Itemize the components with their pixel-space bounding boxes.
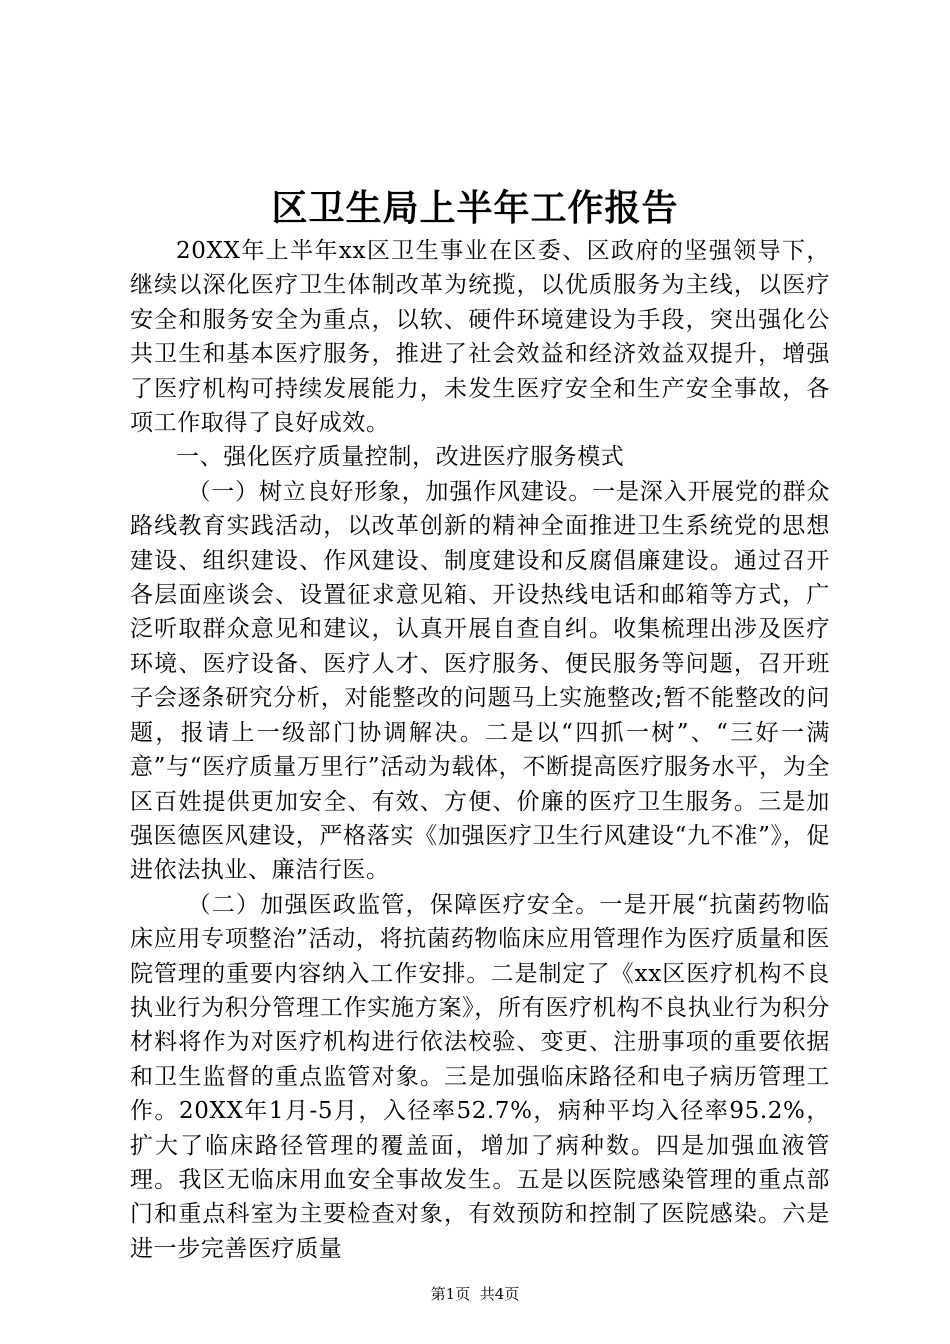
section-heading-1: 一、强化医疗质量控制，改进医疗服务模式 — [176, 444, 625, 471]
document-body — [130, 234, 830, 1266]
subsection-paragraph-2: （二）加强医政监管，保障医疗安全。一是开展“抗菌药物临床应用专项整治”活动，将抗菌药物临床应用管理作为医疗质量和医院管理的重要内容纳入工作安排。二是制定了《xx区医疗机构不良执业行为积分管理工作实施方案》，所有医疗机构不良执业行为积分材料将作为对医疗机构进行依法校验、变更、注册事项的重要依据和卫生监督的重点监管对象。三是加强临床路径和电子病历管理工作。20XX年1月-5月，入径率52.7%，病种平均入径率95.2%，扩大了临床路径管理的覆盖面，增加了病种数。四是加强血液管理。我区无临床用血安全事故发生。五是以医院感染管理的重点部门和重点科室为主要检查对象，有效预防和控制了医院感染。六是进一步完善医疗质量 — [130, 891, 830, 1262]
page-footer — [0, 1284, 950, 1304]
subsection-paragraph-1: （一）树立良好形象，加强作风建设。一是深入开展党的群众路线教育实践活动，以改革创新的精神全面推进卫生系统党的思想建设、组织建设、作风建设、制度建设和反腐倡廉建设。通过召开各层面座谈会、设置征求意见箱、开设热线电话和邮箱等方式，广泛听取群众意见和建议，认真开展自查自纠。收集梳理出涉及医疗环境、医疗设备、医疗人才、医疗服务、便民服务等问题，召开班子会逐条研究分析，对能整改的问题马上实施整改;暂不能整改的问题，报请上一级部门协调解决。二是以“四抓一树”、“三好一满意”与“医疗质量万里行”活动为载体，不断提高医疗服务水平，为全区百姓提供更加安全、有效、方便、价廉的医疗卫生服务。三是加强医德医风建设，严格落实《加强医疗卫生行风建设“九不准”》，促进依法执业、廉洁行医。 — [130, 478, 830, 884]
footer-spacer — [470, 1285, 480, 1303]
page-number: 第1页 — [430, 1285, 471, 1303]
intro-paragraph: 20XX年上半年xx区卫生事业在区委、区政府的坚强领导下，继续以深化医疗卫生体制改革为统揽，以优质服务为主线，以医疗安全和服务安全为重点，以软、硬件环境建设为手段，突出强化公共卫生和基本医疗服务，推进了社会效益和经济效益双提升，增强了医疗机构可持续发展能力，未发生医疗安全和生产安全事故，各项工作取得了良好成效。 — [130, 238, 830, 437]
document-title: 区卫生局上半年工作报告 — [271, 187, 679, 229]
page-total: 共4页 — [479, 1285, 520, 1303]
